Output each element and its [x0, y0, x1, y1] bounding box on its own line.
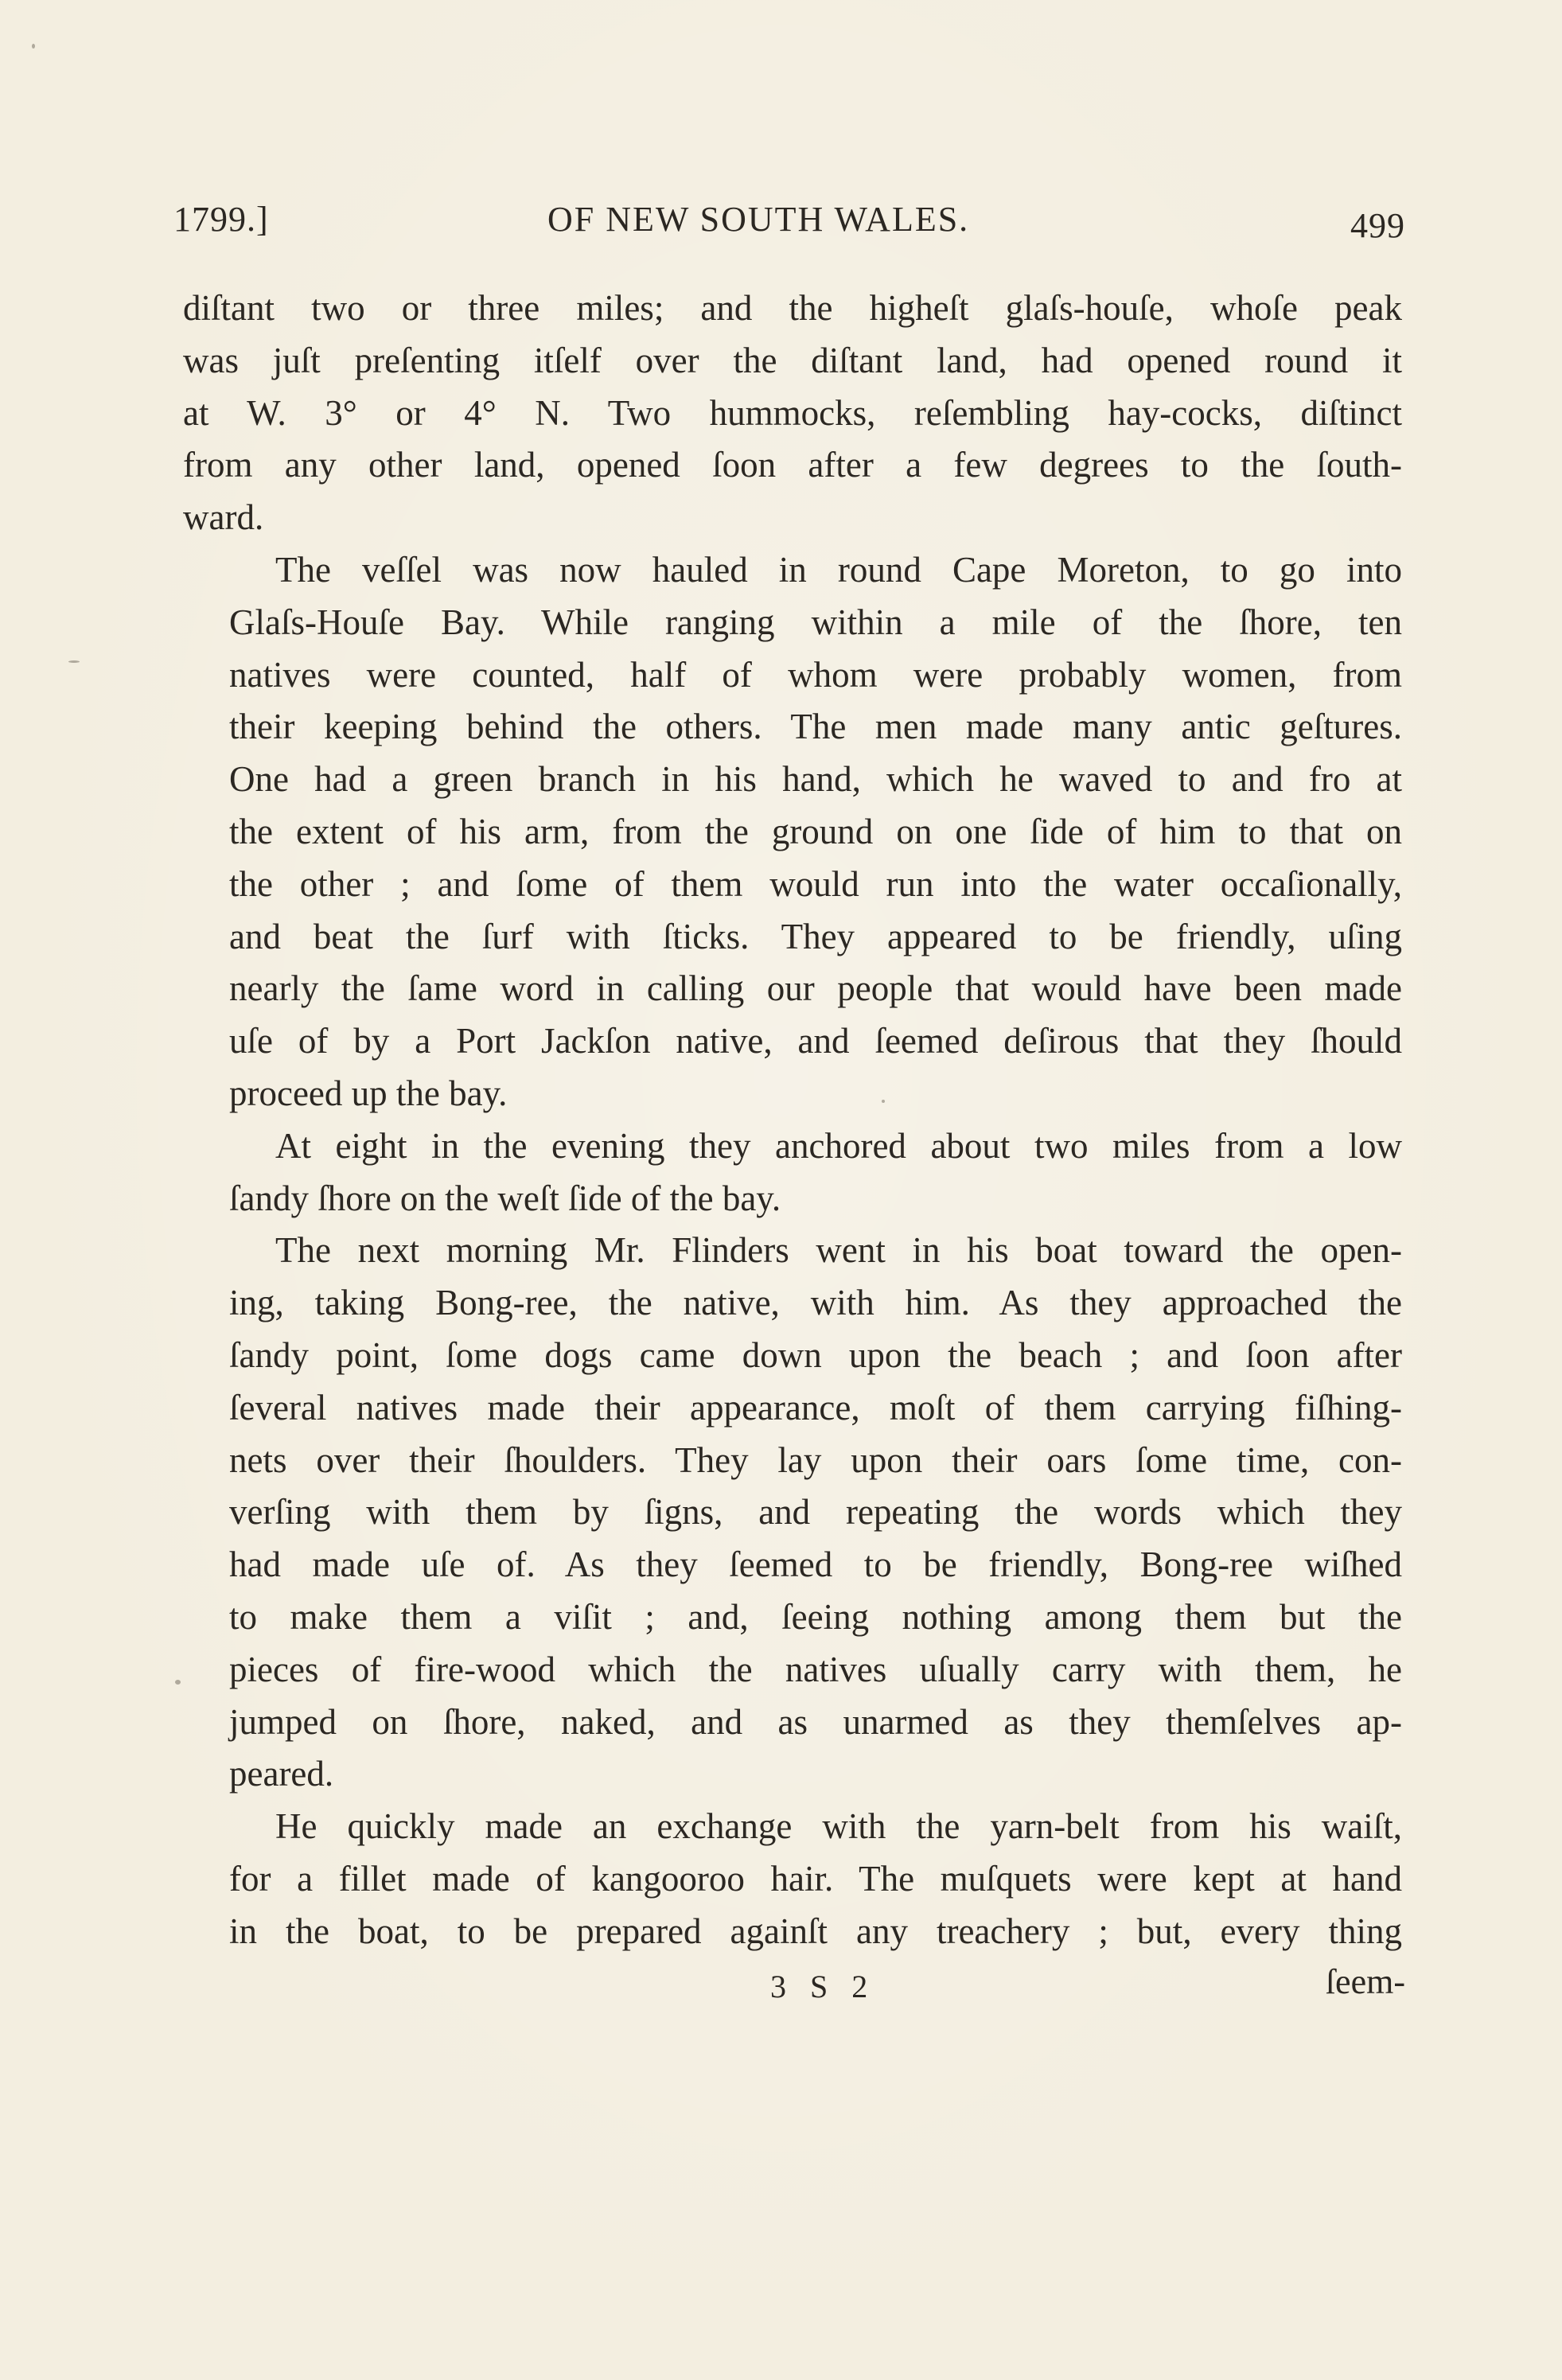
text-line: verſing with them by ſigns, and repeating the words which they [229, 1492, 1402, 1533]
paragraph [183, 282, 1402, 544]
paragraph [183, 1225, 1402, 1801]
paper-speck [882, 1100, 885, 1103]
text-line: to make them a viſit ; and, ſeeing nothing among them but the [229, 1596, 1402, 1637]
paragraph [183, 544, 1402, 1120]
text-line: peared. [229, 1754, 334, 1794]
text-line: ſandy point, ſome dogs came down upon the beach ; and ſoon after [229, 1334, 1402, 1375]
text-line: ſeveral natives made their appearance, moſt of them carrying fiſhing- [229, 1387, 1402, 1428]
text-line: nets over their ſhoulders. They lay upon their oars ſome time, con- [229, 1439, 1402, 1480]
paper-speck [175, 1680, 181, 1685]
text-line: and beat the ſurf with ſticks. They appeared to be friendly, uſing [229, 916, 1402, 956]
running-title: OF NEW SOUTH WALES. [547, 200, 970, 239]
signature-mark: 3 S 2 [770, 1969, 876, 2004]
text-line: pieces of fire-wood which the natives uſually carry with them, he [229, 1649, 1402, 1689]
text-line: ward. [183, 497, 264, 538]
text-line: for a fillet made of kangooroo hair. The muſquets were kept at hand [229, 1858, 1402, 1899]
text-line: was juſt preſenting itſelf over the diſtant land, had opened round it [183, 340, 1402, 380]
text-line: The next morning Mr. Flinders went in his boat toward the open- [275, 1230, 1402, 1271]
text-line: nearly the ſame word in calling our people that would have been made [229, 968, 1402, 1009]
text-line: One had a green branch in his hand, which he waved to and fro at [229, 759, 1402, 800]
text-line: ſandy ſhore on the weſt ſide of the bay. [229, 1178, 781, 1218]
text-line: The veſſel was now hauled in round Cape Moreton, to go into [275, 549, 1402, 590]
text-line: at W. 3° or 4° N. Two hummocks, reſembling hay-cocks, diſtinct [183, 392, 1402, 433]
text-line: had made uſe of. As they ſeemed to be friendly, Bong-ree wiſhed [229, 1544, 1402, 1585]
header-year: 1799.] [173, 200, 269, 239]
paragraph [183, 1801, 1402, 1957]
text-line: the extent of his arm, from the ground on one ſide of him to that on [229, 811, 1402, 851]
text-line: jumped on ſhore, naked, and as unarmed as they themſelves ap- [229, 1701, 1402, 1742]
paragraph [183, 1120, 1402, 1225]
body-text [183, 282, 1402, 1958]
text-line: in the boat, to be prepared againſt any treachery ; but, every thing [229, 1911, 1402, 1951]
catchword: ſeem- [1325, 1962, 1405, 2001]
page-footer [173, 1961, 1405, 2009]
text-line: the other ; and ſome of them would run into the water occaſionally, [229, 863, 1402, 904]
text-line: natives were counted, half of whom were probably women, from [229, 654, 1402, 695]
paper-speck [32, 44, 35, 49]
text-line: Glaſs-Houſe Bay. While ranging within a mile of the ſhore, ten [229, 602, 1402, 642]
running-header [173, 199, 1405, 255]
text-line: proceed up the bay. [229, 1073, 508, 1113]
text-line: He quickly made an exchange with the yarn-belt from his waiſt, [275, 1806, 1402, 1847]
text-line: diſtant two or three miles; and the higheſt glaſs-houſe, whoſe peak [183, 288, 1402, 328]
page-number: 499 [1350, 206, 1405, 245]
text-line: their keeping behind the others. The men made many antic geſtures. [229, 707, 1402, 747]
text-line: At eight in the evening they anchored about two miles from a low [275, 1125, 1402, 1166]
text-line: ing, taking Bong-ree, the native, with him. As they approached the [229, 1283, 1402, 1323]
paper-speck [68, 660, 80, 663]
text-line: uſe of by a Port Jackſon native, and ſeemed deſirous that they ſhould [229, 1021, 1402, 1061]
text-line: from any other land, opened ſoon after a few degrees to the ſouth- [183, 445, 1402, 485]
